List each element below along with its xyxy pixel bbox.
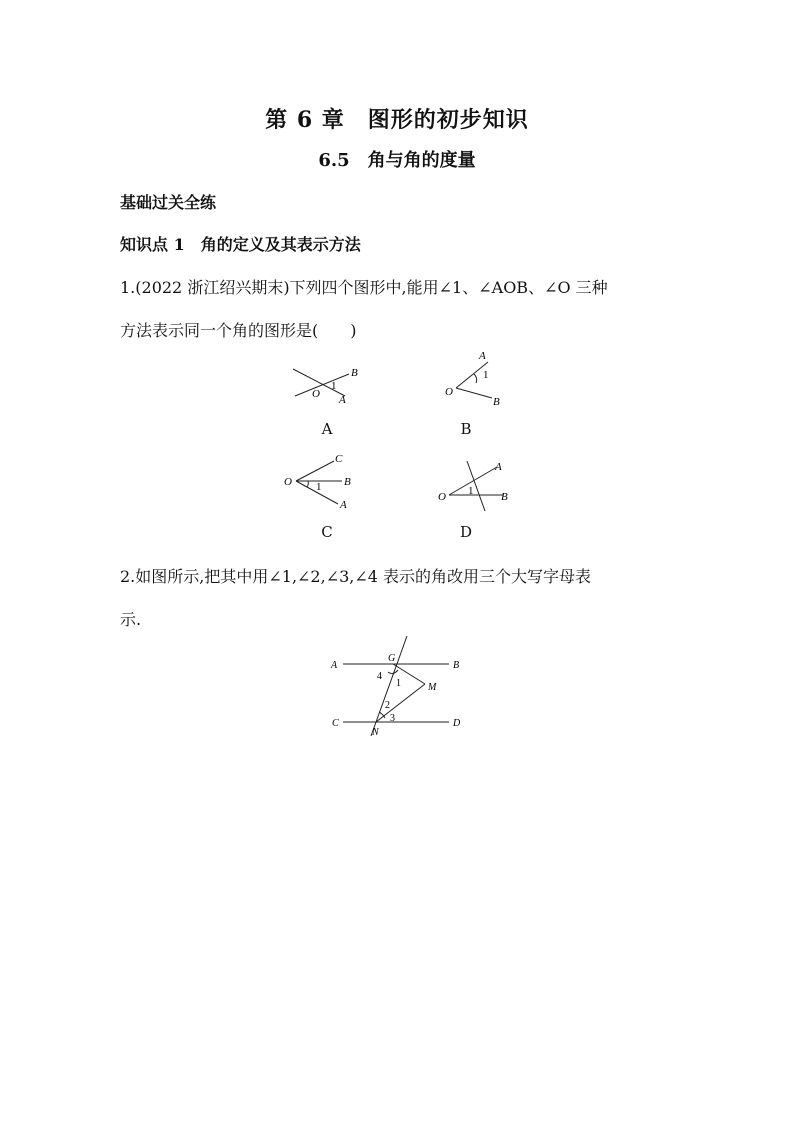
fig-a-label-a: A	[339, 394, 346, 406]
fig-b-label-1: 1	[483, 369, 489, 381]
figure-d	[435, 455, 515, 517]
fig-b-label-o: O	[445, 386, 453, 398]
question-2-line-1: 2.如图所示,把其中用∠1,∠2,∠3,∠4 表示的角改用三个大写字母表	[120, 567, 592, 586]
fig-q2-label-d: D	[453, 718, 461, 729]
fig-c-label-a: A	[340, 499, 347, 511]
fig-q2-label-2: 2	[385, 700, 390, 711]
fig-c-label-1: 1	[316, 481, 322, 493]
chapter-title: 第 6 章 图形的初步知识	[265, 107, 529, 133]
fig-a-label-b: B	[351, 367, 358, 379]
figure-b	[440, 350, 510, 412]
fig-q2-label-3: 3	[390, 713, 395, 724]
question-1-line-1: 1.(2022 浙江绍兴期末)下列四个图形中,能用∠1、∠AOB、∠O 三种	[120, 278, 608, 297]
fig-d-label-b: B	[501, 491, 508, 503]
fig-q2-label-m: M	[428, 682, 437, 693]
fig-b-label-a: A	[479, 350, 486, 362]
practice-heading: 基础过关全练	[120, 193, 217, 212]
option-d-label: D	[459, 523, 473, 541]
option-b-label: B	[460, 420, 472, 438]
fig-b-label-b: B	[493, 396, 500, 408]
fig-c-label-c: C	[335, 453, 343, 465]
fig-q2-label-n: N	[372, 727, 379, 738]
fig-q2-label-g: G	[388, 653, 396, 664]
fig-c-label-b: B	[344, 476, 351, 488]
fig-c-label-o: O	[284, 476, 292, 488]
fig-q2-label-a: A	[331, 660, 338, 671]
section-title: 6.5 角与角的度量	[318, 150, 476, 171]
fig-d-label-o: O	[438, 491, 446, 503]
question-1-line-2: 方法表示同一个角的图形是( )	[120, 321, 357, 340]
figure-q2	[325, 632, 475, 742]
knowledge-point-heading: 知识点 1 角的定义及其表示方法	[120, 235, 361, 254]
fig-a-label-o: O	[312, 388, 320, 400]
option-c-label: C	[321, 523, 333, 541]
fig-d-label-1: 1	[468, 485, 474, 497]
fig-d-label-a: A	[495, 461, 502, 473]
fig-q2-label-b: B	[453, 660, 460, 671]
fig-q2-label-1: 1	[396, 678, 401, 689]
option-a-label: A	[321, 420, 333, 438]
fig-q2-label-4: 4	[377, 671, 382, 682]
fig-q2-label-c: C	[332, 718, 339, 729]
fig-a-label-1: 1	[331, 380, 337, 392]
figure-c	[280, 450, 360, 512]
figure-a	[285, 360, 365, 410]
question-2-line-2: 示.	[120, 610, 142, 629]
